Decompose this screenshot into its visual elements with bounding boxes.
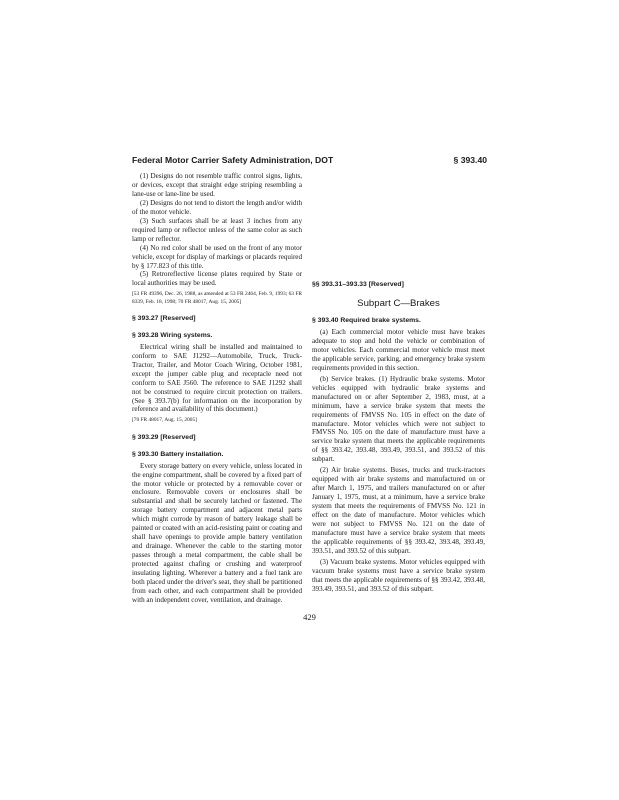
section-heading-393-30: § 393.30 Battery installation.: [132, 450, 224, 458]
paragraph-393-40-a: (a) Each commercial motor vehicle must have brakes adequate to stop and hold the vehicle or combination of motor vehicles. Each commercial motor vehicle must meet the applicable service, parking, and emergency brake system requirements provided in this section.: [312, 328, 485, 372]
citation: [53 FR 49396, Dec. 26, 1988, as amended at 53 FR 2464, Feb. 9, 1993; 63 FR 8339, Feb. 18, 1998; 70 FR 48017, Aug. 15, 2005]: [132, 291, 302, 305]
section-body-393-30: Every storage battery on every vehicle, unless located in the engine compartment, shall be covered by a fixed part of the motor vehicle or protected by a removable cover or enclosure. Removable covers or enclosures shall be substantial and shall be securely latched or fastened. The storage battery compartment and adjacent metal parts which might corrode by reason of battery leakage shall be painted or coated with an acid-resisting paint or coating and shall have openings to provide ample battery ventilation and drainage. Whenever the cable to the starting motor passes through a metal compartment, the cable shall be protected against chafing or crushing and waterproof insulating lighting. Wherever a battery and a fuel tank are both placed under the driver's seat, they shall be partitioned from each other, and each compartment shall be provided with an independent cover, ventilation, and drainage.: [132, 461, 302, 604]
paragraph-393-40-b2: (2) Air brake systems. Buses, trucks and truck-tractors equipped with air brake systems and manufactured on or after March 1, 1975, and trailers manufactured on or after January 1, 1975, must, at a minimum, have a service brake system that meets the requirements of FMVSS No. 121 in effect on the date of manufacture. Motor vehicles which were not subject to FMVSS No. 121 on the date of manufacture must have a service brake system that meets the applicable requirements of §§ 393.42, 393.48, 393.49, 393.51, and 393.52 of this subpart.: [312, 466, 485, 555]
paragraph-1: (1) Designs do not resemble traffic control signs, lights, or devices, except that straight edge striping resembling a lane-use or lane-line be used.: [132, 172, 302, 198]
paragraph-393-40-b1: (b) Service brakes. (1) Hydraulic brake systems. Motor vehicles equipped with hydraulic brake systems and manufactured on or after September 2, 1983, must, at a minimum, have a service brake system that meets the requirements of FMVSS No. 105 in effect on the date of manufacture. Motor vehicles which were not subject to FMVSS No. 105 on the date of manufacture must have a service brake system that meets the applicable requirements of §§ 393.42, 393.48, 393.49, 393.51, and 393.52 of this subpart.: [312, 374, 485, 464]
section-heading-393-29: § 393.29 [Reserved]: [132, 433, 196, 441]
subpart-heading: Subpart C—Brakes: [357, 298, 440, 309]
section-heading-393-40: § 393.40 Required brake systems.: [312, 317, 421, 324]
citation-2: [70 FR 48017, Aug. 15, 2005]: [132, 417, 197, 424]
header-section: § 393.40: [453, 155, 487, 165]
paragraph-5: (5) Retroreflective license plates required by State or local authorities may be used.: [132, 270, 302, 288]
paragraph-4: (4) No red color shall be used on the front of any motor vehicle, except for display of markings or placards required by § 177.823 of this title.: [132, 243, 302, 270]
left-column: [132, 172, 302, 605]
running-header: [132, 155, 487, 167]
section-heading-393-31-33: §§ 393.31–393.33 [Reserved]: [312, 281, 404, 288]
section-body-393-28: Electrical wiring shall be installed and maintained to conform to SAE J1292—Automobile, Truck, Truck-Tractor, Trailer, and Motor Coach Wiring, October 1981, except the jumper cable plug and receptacle need not conform to SAE J560. The reference to SAE J1292 shall not be construed to require circuit protection on trailers. (See § 393.7(b) for information on the incorporation by reference and availability of this document.): [132, 342, 302, 414]
page-number: 429: [303, 612, 316, 622]
paragraph-2: (2) Designs do not tend to distort the length and/or width of the motor vehicle.: [132, 198, 302, 216]
section-heading-393-28: § 393.28 Wiring systems.: [132, 331, 213, 339]
right-column: [312, 172, 485, 594]
paragraph-393-40-b3: (3) Vacuum brake systems. Motor vehicles equipped with vacuum brake systems must have a service brake system that meets the applicable requirements of §§ 393.42, 393.48, 393.49, 393.51, and 393.52 of this subpart.: [312, 557, 485, 593]
section-heading-393-27: § 393.27 [Reserved]: [132, 314, 196, 322]
paragraph-3: (3) Such surfaces shall be at least 3 inches from any required lamp or reflector unless of the same color as such lamp or reflector.: [132, 216, 302, 243]
header-agency: Federal Motor Carrier Safety Administration, DOT: [132, 155, 334, 165]
